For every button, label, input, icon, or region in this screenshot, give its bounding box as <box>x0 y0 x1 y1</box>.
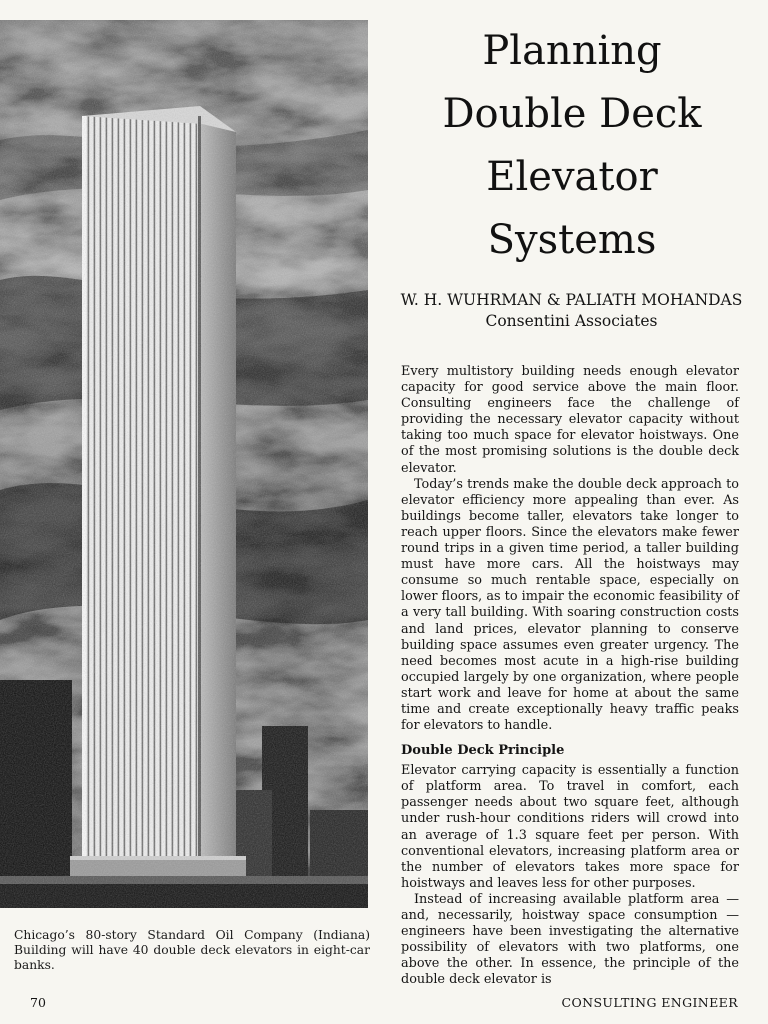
title-line: Elevator <box>486 154 658 200</box>
building-photo <box>0 20 368 908</box>
section-heading: Double Deck Principle <box>401 743 565 759</box>
body-paragraph: Elevator carrying capacity is essentially a function of platform area. To travel in comfort, each passenger needs about two square feet, although under rush-hour conditions riders will crowd into an average of 1.3 square feet per person. With conventional elevators, increasing platform area or the number of elevators takes more space for hoistways and leaves less for other purposes. <box>401 763 739 891</box>
title-line: Double Deck <box>442 91 702 137</box>
article-body <box>401 364 739 988</box>
body-paragraph: Instead of increasing available platform area — and, necessarily, hoistway space consumption — engineers have been investigating the alternative possibility of elevators with two platforms, one above the other. In essence, the principle of the double deck elevator is <box>401 891 739 988</box>
author-byline: W. H. WUHRMAN & PALIATH MOHANDAS <box>400 291 743 309</box>
body-paragraph: Every multistory building needs enough elevator capacity for good service above the main floor. Consulting engineers face the challenge of providing the necessary elevator capacity without taking too much space for elevator hoistways. One of the most promising solutions is the double deck elevator. <box>401 364 739 476</box>
article-title <box>410 20 734 272</box>
running-head: CONSULTING ENGINEER <box>561 995 738 1010</box>
page-number: 70 <box>30 995 46 1010</box>
title-line: Planning <box>482 28 662 74</box>
body-paragraph: Today’s trends make the double deck approach to elevator efficiency more appealing than ever. As buildings become taller, elevators take longer to reach upper floors. Since the elevators make fewer round trips in a given time period, a taller building must have more cars. All the hoistways may consume so much rentable space, especially on lower floors, as to impair the economic feasibility of a very tall building. With soaring construction costs and land prices, elevator planning to conserve building space assumes even greater urgency. The need becomes most acute in a high-rise building occupied largely by one organization, where people start work and leave for home at about the same time and create exceptionally heavy traffic peaks for elevators to handle. <box>401 476 739 734</box>
title-line: Systems <box>487 217 657 263</box>
figure-caption: Chicago’s 80-story Standard Oil Company (Indiana) Building will have 40 double deck elevators in eight-car banks. <box>14 928 370 973</box>
author-affiliation: Consentini Associates <box>485 312 658 330</box>
